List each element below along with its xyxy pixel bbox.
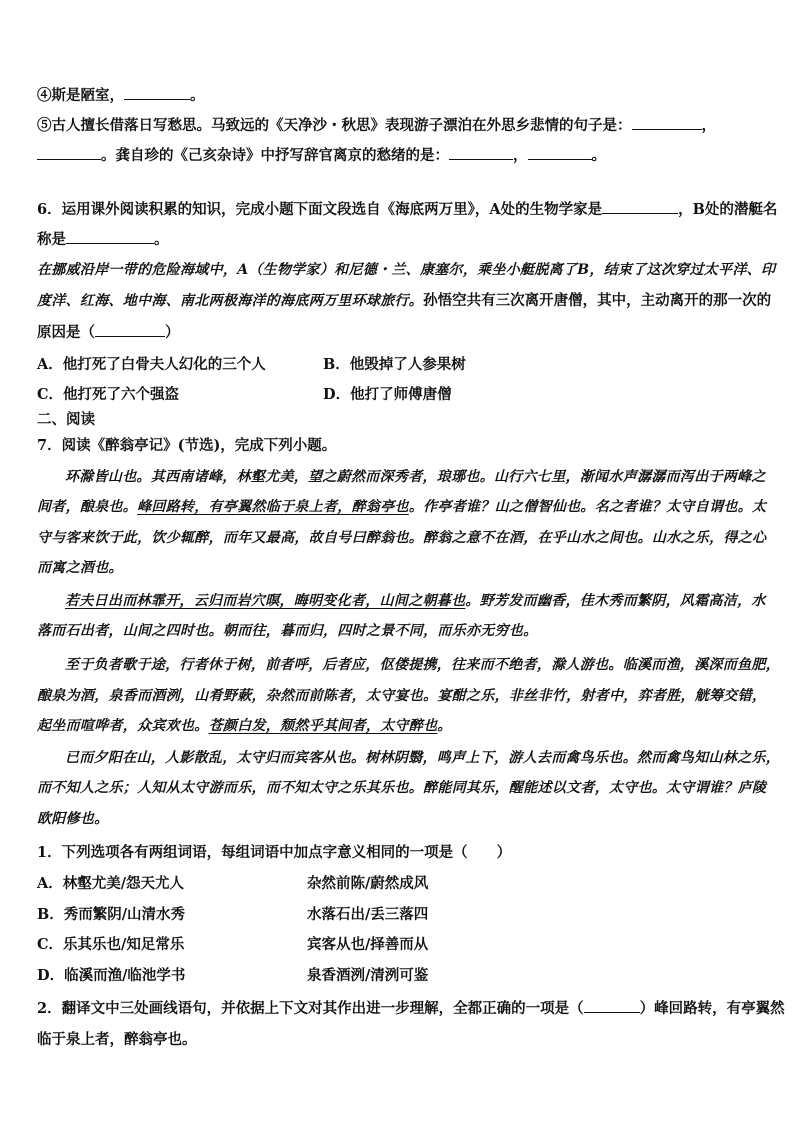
passage-p1-line1: 环滁皆山也。其西南诸峰，林壑尤美，望之蔚然而深秀者，琅琊也。山行六七里，渐闻水声潺潺而泻出于两峰之 [65, 469, 766, 485]
passage-p3-line2: 酿泉为酒，泉香而酒洌，山肴野蔌，杂然而前陈者，太守宴也。宴酣之乐，非丝非竹，射者中，弈者胜，觥筹交错， [37, 688, 767, 704]
q6-stem-line2: 称是 。 [37, 231, 169, 248]
section-heading: 二、阅读 [37, 411, 95, 428]
q6-passage-line1: 在挪威沿岸一带的危险海域中，A（生物学家）和尼德・兰、康塞尔，乘坐小艇脱离了B，结束了这次穿过太平洋、印 [37, 262, 776, 278]
answer-blank[interactable] [37, 146, 101, 160]
q5-item4: ④斯是陋室， 。 [37, 87, 205, 104]
q6-options-row1 [37, 353, 756, 374]
q6-options-row2 [37, 383, 756, 404]
passage-p3-line1: 至于负者歌于途，行者休于树，前者呼，后者应，伛偻提携，往来而不绝者，滁人游也。临溪而渔，溪深而鱼肥， [65, 657, 780, 673]
option-d[interactable]: D．他打了师傅唐僧 [323, 386, 452, 403]
underlined-sentence-2: 若夫日出而林霏开，云归而岩穴暝，晦明变化者，山间之朝暮也 [65, 593, 466, 609]
q6-question-line: 原因是（ ） [37, 324, 180, 341]
answer-blank[interactable] [602, 200, 678, 214]
passage-p3-line3: 起坐而喧哗者，众宾欢也。苍颜白发，颓然乎其间者，太守醉也。 [37, 718, 452, 734]
option-a[interactable]: A．他打死了白骨夫人幻化的三个人 [37, 356, 266, 373]
q6-passage-line2: 度洋、红海、地中海、南北两极海洋的海底两万里环球旅行。孙悟空共有三次离开唐僧，其中，主动离开的那一次的 [37, 292, 772, 309]
passage-p2-line2: 落而石出者，山间之四时也。朝而往，暮而归，四时之景不同，而乐亦无穷也。 [37, 623, 538, 639]
passage-p4-line1: 已而夕阳在山，人影散乱，太守归而宾客从也。树林阴翳，鸣声上下，游人去而禽鸟乐也。然而禽鸟知山林之乐， [65, 750, 780, 766]
sub2-stem-line2: 临于泉上者，醉翁亭也。 [37, 1031, 197, 1048]
passage-p2-line1: 若夫日出而林霏开，云归而岩穴暝，晦明变化者，山间之朝暮也。野芳发而幽香，佳木秀而繁阴，风霜高洁，水 [65, 593, 766, 609]
passage-p4-line2: 而不知人之乐；人知从太守游而乐，而不知太守之乐其乐也。醉能同其乐，醒能述以文者，太守也。太守谓谁？庐陵 [37, 780, 767, 796]
answer-blank[interactable] [528, 146, 592, 160]
q5-item5-line2: 。龚自珍的《己亥杂诗》中抒写辞官离京的愁绪的是： ， 。 [37, 144, 756, 165]
option-b[interactable]: B．秀而繁阴/山清水秀 [37, 906, 186, 923]
option-d-pair2: 泉香酒洌/清洌可鉴 [307, 967, 429, 984]
answer-blank[interactable] [449, 146, 513, 160]
q7-stem: 7．阅读《醉翁亭记》(节选)，完成下列小题。 [37, 437, 337, 454]
option-d[interactable]: D．临溪而渔/临池学书 [37, 967, 186, 984]
answer-blank[interactable] [66, 230, 154, 244]
answer-blank[interactable] [124, 86, 190, 100]
q5-item5-line1: ⑤古人擅长借落日写愁思。马致远的《天净沙・秋思》表现游子漂泊在外思乡悲情的句子是： ， [37, 117, 716, 134]
option-c[interactable]: C．他打死了六个强盗 [37, 386, 180, 403]
sub1-stem: 1．下列选项各有两组词语，每组词语中加点字意义相同的一项是（ ） [37, 844, 512, 861]
option-a-pair2: 杂然前陈/蔚然成风 [307, 875, 429, 892]
answer-blank[interactable] [632, 116, 702, 130]
option-b-pair2: 水落石出/丢三落四 [307, 906, 429, 923]
sub1-row-c [37, 933, 756, 954]
option-b[interactable]: B．他毁掉了人参果树 [323, 356, 466, 373]
underlined-sentence-1: 峰回路转，有亭翼然临于泉上者，醉翁亭也 [137, 499, 409, 515]
passage-p1-line3: 守与客来饮于此，饮少辄醉，而年又最高，故自号曰醉翁也。醉翁之意不在酒，在乎山水之间也。山水之乐，得之心 [37, 530, 767, 546]
underlined-sentence-3: 苍颜白发，颓然乎其间者，太守醉也 [208, 718, 438, 734]
passage-p1-line4: 而寓之酒也。 [37, 560, 123, 576]
option-c-pair2: 宾客从也/择善而从 [307, 936, 429, 953]
sub1-row-b [37, 903, 756, 924]
sub1-row-d [37, 964, 756, 985]
sub2-stem-line1: 2．翻译文中三处画线语句，并依据上下文对其作出进一步理解，全都正确的一项是（ ）峰回路转，有亭翼然 [37, 1000, 785, 1017]
passage-p1-line2: 间者，酿泉也。峰回路转，有亭翼然临于泉上者，醉翁亭也。作亭者谁？山之僧智仙也。名之者谁？太守自谓也。太 [37, 499, 767, 515]
sub1-row-a [37, 872, 756, 893]
q6-stem-line1: 6．运用课外阅读积累的知识，完成小题下面文段选自《海底两万里》，A处的生物学家是 ，B处的潜艇名 [37, 201, 778, 218]
answer-blank[interactable] [95, 323, 165, 337]
option-c[interactable]: C．乐其乐也/知足常乐 [37, 936, 185, 953]
passage-p4-line3: 欧阳修也。 [37, 811, 109, 827]
answer-blank[interactable] [584, 999, 640, 1013]
option-a[interactable]: A．林壑尤美/怨天尤人 [37, 875, 185, 892]
